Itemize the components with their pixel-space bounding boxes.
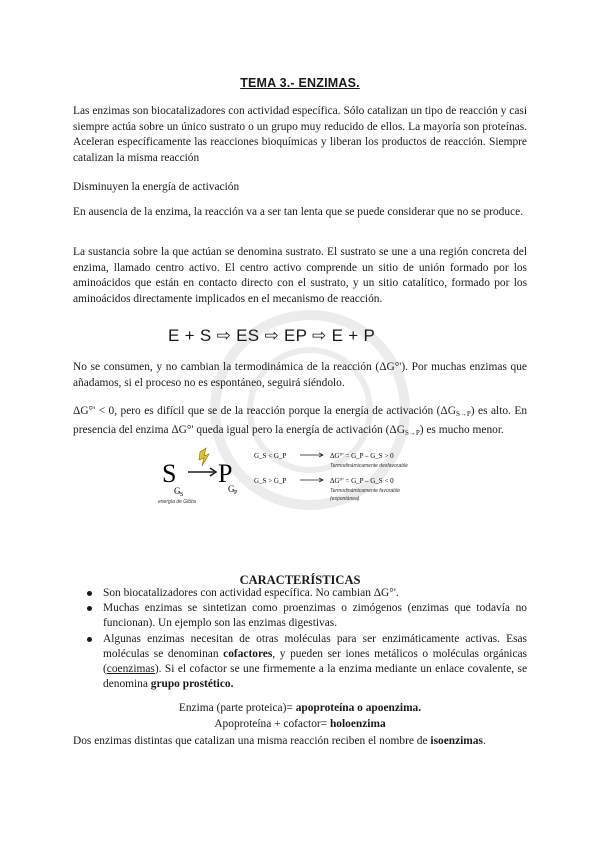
lightning-bolt-icon	[199, 448, 209, 466]
isoenzymes-paragraph: Dos enzimas distintas que catalizan una misma reacción reciben el nombre de isoenzimas.	[73, 735, 486, 747]
list-item: Muchas enzimas se sintetizan como proenzimas o zimógenos (enzimas que todavía no funcionan). Un ejemplo son las enzimas digestivas.	[73, 601, 527, 631]
page-title: TEMA 3.- ENZIMAS.	[240, 76, 360, 90]
bullet-icon	[87, 637, 92, 642]
list-item: Algunas enzimas necesitan de otras moléculas para ser enzimáticamente activas. Esas moléculas se denominan cofactores, y pueden ser iones metálicos o moléculas orgánicas (coenzimas). Si el cofactor se une firmemente a la enzima mediante un enlace covalente, se denomina grupo prostético.	[73, 632, 527, 693]
bullet-icon	[87, 606, 92, 611]
cofactores-term: cofactores	[223, 647, 273, 660]
product-symbol: P	[218, 459, 233, 488]
substrate-symbol: S	[162, 459, 177, 488]
gs-label-sub: S	[180, 492, 184, 498]
dg-sub-2: S→P	[404, 428, 420, 437]
holoenzyme-definition: Apoproteína + cofactor= holoenzima	[214, 718, 386, 730]
activation-energy-line: Disminuyen la energía de activación	[73, 181, 240, 193]
substrate-paragraph: La sustancia sobre la que actúan se denomina sustrato. El sustrato se une a una región concreta del enzima, llamado centro activo. El centro activo comprende un sitio de unión formado por los aminoácidos que están en contacto directo con el sustrato, y un sitio catalítico, formado por los aminoácidos directamente implicados en el mecanismo de reacción.	[73, 246, 527, 305]
gibbs-caption: energía de Gibbs	[158, 499, 197, 505]
row1-equation: ΔG°' = G_P – G_S > 0	[330, 452, 394, 460]
reaction-energy-diagram	[150, 446, 470, 508]
dg-text-2: ) es alto. En presencia del enzima ΔG°' queda igual pero la energía de activación (ΔG	[73, 405, 528, 436]
bullet-icon	[87, 591, 92, 596]
characteristics-heading: CARACTERÍSTICAS	[239, 573, 361, 587]
dg-sub-1: S→P	[455, 410, 471, 418]
absence-paragraph: En ausencia de la enzima, la reacción va a ser tan lenta que se puede considerar que no se produce.	[73, 206, 524, 218]
coenzimas-term: coenzimas	[106, 663, 155, 676]
row2-equation: ΔG°' = G_P – G_S < 0	[330, 477, 394, 485]
row1-note: Termodinámicamente desfavorable	[330, 463, 408, 469]
intro-paragraph: Las enzimas son biocatalizadores con actividad específica. Sólo catalizan un tipo de reacción y casi siempre actúa sobre un único sustrato o un grupo muy reducido de ellos. La mayoría son proteínas. Aceleran específicamente las reacciones bioquímicas y liberan los productos de reacción. Siempre catalizan la misma reacción	[73, 105, 527, 164]
row2-note: Termodinámicamente favorable	[330, 488, 400, 494]
dg-text-3: ) es mucho menor.	[419, 423, 504, 436]
dg-text-1: ΔG°' < 0, pero es difícil que se de la reacción porque la energía de activación (ΔG	[73, 405, 456, 417]
row2-note-spontaneous: (espontánea)	[330, 496, 360, 502]
row1-condition: G_S < G_P	[254, 452, 287, 460]
characteristics-list	[73, 586, 527, 692]
list-item: Son biocatalizadores con actividad específica. No cambian ΔG°'.	[73, 586, 527, 601]
gs-label: G	[174, 486, 181, 496]
gp-label-sub: P	[234, 490, 238, 496]
thermodynamics-paragraph: No se consumen, y no cambian la termodinámica de la reacción (ΔG°'). Por muchas enzimas que añadamos, si el proceso no es espontáneo, seguirá siéndolo.	[73, 361, 527, 389]
reaction-equation: E + S ⇨ ES ⇨ EP ⇨ E + P	[168, 326, 376, 345]
gp-label: G	[228, 484, 235, 494]
apoenzyme-definition: Enzima (parte proteica)= apoproteína o apoenzima.	[178, 702, 422, 714]
grupo-prostetico-term: grupo prostético.	[150, 678, 234, 691]
activation-energy-paragraph	[73, 404, 527, 441]
row2-condition: G_S > G_P	[254, 477, 287, 485]
